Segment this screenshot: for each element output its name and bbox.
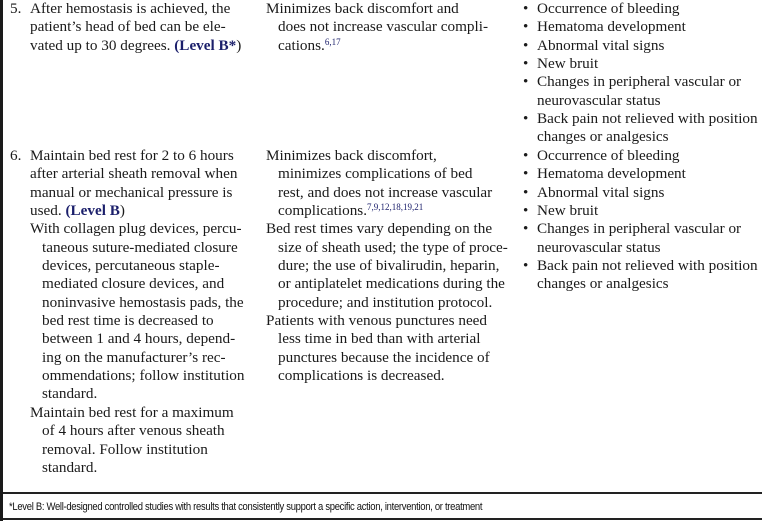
rationale-column	[266, 0, 516, 55]
bullet-icon: •	[523, 165, 529, 183]
step-text-line: vated up to 30 degrees. (Level B*)	[30, 36, 242, 54]
list-item: • Changes in peripheral vascular or neurovascular status	[523, 73, 742, 109]
footnote-bottom-rule	[3, 518, 762, 520]
rationale-column	[266, 147, 516, 385]
evidence-level-label: (Level B*	[174, 36, 237, 54]
list-item: • Occurrence of bleeding	[523, 147, 680, 164]
bullet-icon: •	[523, 36, 529, 54]
step-text-line: manual or mechanical pressure is	[30, 183, 233, 201]
bullet-icon: •	[523, 257, 529, 275]
list-item: • New bruit	[523, 55, 599, 73]
step-number: 6.	[10, 147, 22, 164]
step-subpoint: Maintain bed rest for a maximum of 4 hours after venous sheath removal. Follow institution standard.	[30, 403, 234, 476]
bullet-icon: •	[523, 110, 529, 128]
step-text-line: Maintain bed rest for 2 to 6 hours	[30, 147, 234, 164]
step-column	[10, 0, 255, 55]
list-item: • Hematoma development	[523, 18, 686, 36]
list-item: • Hematoma development	[523, 165, 686, 183]
step-text-line: patient’s head of bed can be ele-	[30, 18, 226, 36]
list-item: • Abnormal vital signs	[523, 183, 665, 201]
bullet-icon: •	[523, 18, 529, 36]
left-border-bar	[0, 0, 3, 521]
rationale-paragraph: Bed rest times vary depending on the size of sheath used; the type of proce- dure; the use of bivalirudin, heparin, or antiplatelet medications during the procedure; and institution protocol.	[266, 220, 508, 311]
step-number: 5.	[10, 0, 22, 17]
list-item: • Abnormal vital signs	[523, 36, 665, 54]
rationale-paragraph: Minimizes back discomfort, minimizes complications of bed rest, and does not increase vascular complications.$^{7,9,12,18,19,21}$	[266, 147, 493, 220]
bullet-icon: •	[523, 73, 529, 91]
report-list	[522, 147, 771, 294]
reference-citation-link[interactable]: 6,17	[324, 36, 341, 47]
bullet-icon: •	[523, 220, 529, 238]
evidence-level-label: (Level B	[65, 202, 120, 220]
list-item: • Occurrence of bleeding	[523, 0, 680, 17]
bullet-icon: •	[523, 55, 529, 73]
list-item: • Changes in peripheral vascular or neurovascular status	[523, 220, 742, 256]
step-text-line: after arterial sheath removal when	[30, 165, 238, 183]
list-item: • Back pain not relieved with position changes or analgesics	[523, 110, 758, 146]
bullet-icon: •	[523, 183, 529, 201]
footnote-level-b: *Level B: Well-designed controlled studies with results that consistently support a specific action, intervention, or treatment	[9, 501, 483, 513]
step-6	[10, 147, 255, 220]
report-list	[522, 0, 771, 147]
step-text-line: After hemostasis is achieved, the	[30, 0, 231, 17]
rationale-paragraph: Patients with venous punctures need less time in bed than with arterial punctures because the incidence of complications is decreased.	[266, 312, 490, 385]
reference-citation-link[interactable]: 7,9,12,18,19,21	[367, 202, 424, 213]
bullet-icon: •	[523, 202, 529, 220]
bullet-icon: •	[523, 147, 529, 164]
list-item: • New bruit	[523, 202, 599, 220]
footnote-top-rule	[3, 492, 762, 494]
step-subpoint: With collagen plug devices, percu- taneous suture-mediated closure devices, percutaneous staple- mediated closure devices, and noninvasive hemostasis pads, the bed rest time is decreased to between 1 and 4 hours, depend- ing on the manufacturer’s rec- ommendations; follow institution standard.	[30, 220, 245, 403]
step-column	[10, 147, 255, 477]
list-item: • Back pain not relieved with position changes or analgesics	[523, 257, 758, 293]
report-column	[522, 147, 771, 294]
rationale-paragraph: Minimizes back discomfort and does not increase vascular compli- cations.$^{6,17}$	[266, 0, 489, 54]
report-column	[522, 0, 771, 147]
step-text-line: used. (Level B)	[30, 202, 125, 220]
step-5	[10, 0, 255, 55]
bullet-icon: •	[523, 0, 529, 17]
